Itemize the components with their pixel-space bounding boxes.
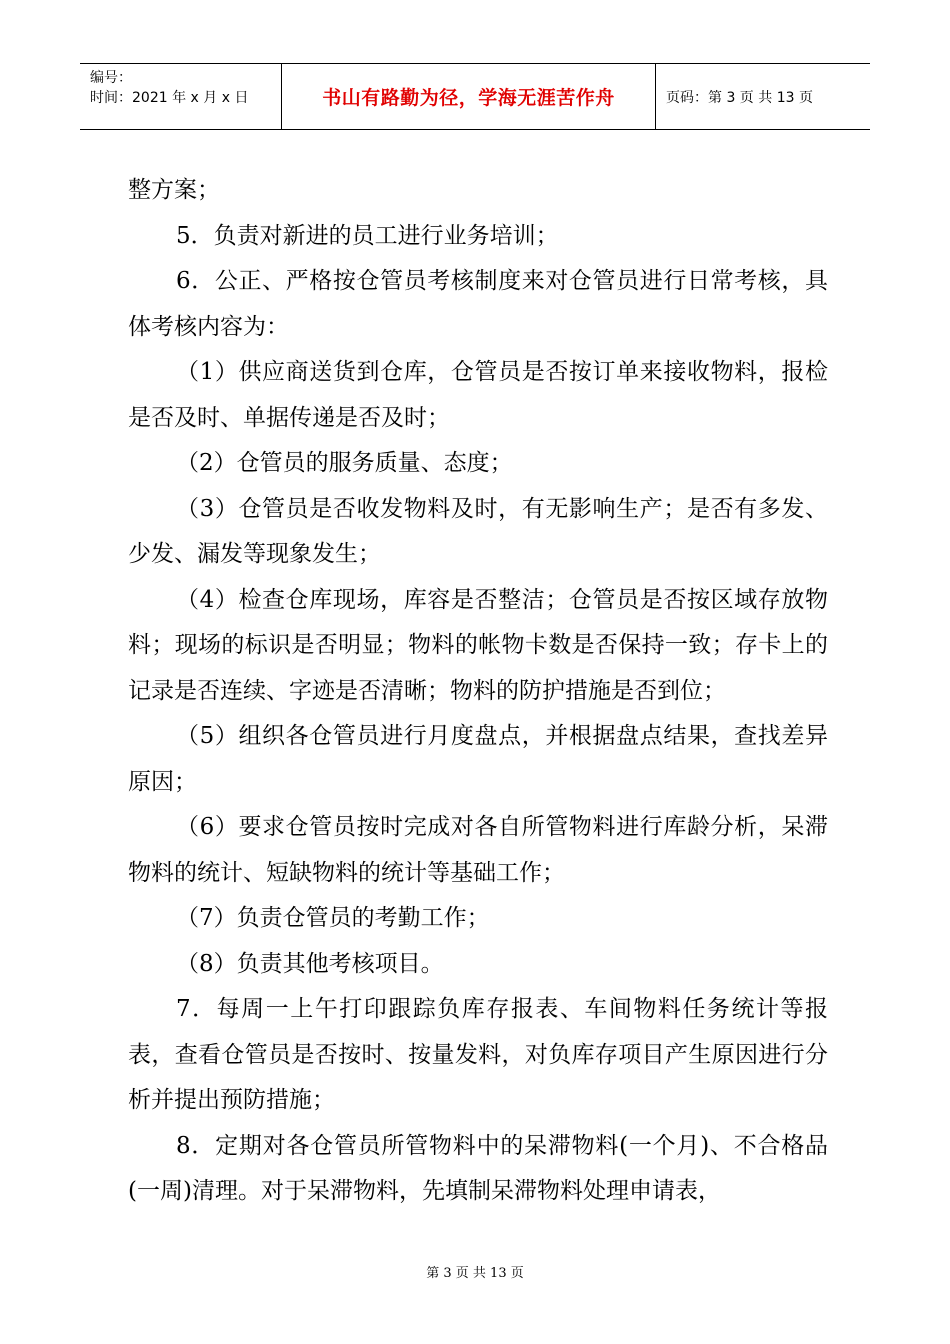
- header-slogan: 书山有路勤为径，学海无涯苦作舟: [322, 87, 615, 109]
- paragraph: （7）负责仓管员的考勤工作；: [176, 905, 490, 931]
- paragraph: （6）要求仓管员按时完成对各自所管物料进行库龄分析，呆滞物料的统计、短缺物料的统计等基础工作；: [128, 814, 828, 886]
- paragraph: （1）供应商送货到仓库，仓管员是否按订单来接收物料，报检是否及时、单据传递是否及时；: [128, 359, 828, 431]
- paragraph: （2）仓管员的服务质量、态度；: [176, 450, 513, 476]
- paragraph: 8．定期对各仓管员所管物料中的呆滞物料(一个月)、不合格品(一周)清理。对于呆滞物料，先填制呆滞物料处理申请表，: [128, 1132, 828, 1204]
- header-meta: [80, 64, 282, 129]
- paragraph: 整方案；: [128, 177, 220, 203]
- paragraph: （5）组织各仓管员进行月度盘点，并根据盘点结果，查找差异原因；: [128, 723, 828, 795]
- document-number-label: 编号：: [90, 70, 132, 86]
- paragraph: （3）仓管员是否收发物料及时，有无影响生产；是否有多发、少发、漏发等现象发生；: [128, 495, 828, 567]
- paragraph: 7．每周一上午打印跟踪负库存报表、车间物料任务统计等报表，查看仓管员是否按时、按量发料，对负库存项目产生原因进行分析并提出预防措施；: [128, 996, 828, 1113]
- page-header: [80, 63, 870, 130]
- footer-page-number: 第 3 页 共 13 页: [426, 1266, 524, 1281]
- paragraph: （4）检查仓库现场，库容是否整洁；仓管员是否按区域存放物料；现场的标识是否明显；物料的帐物卡数是否保持一致；存卡上的记录是否连续、字迹是否清晰；物料的防护措施是否到位；: [128, 586, 828, 704]
- paragraph: 5．负责对新进的员工进行业务培训；: [176, 222, 559, 249]
- header-slogan-cell: [282, 64, 656, 129]
- paragraph: （8）负责其他考核项目。: [176, 950, 444, 977]
- header-page-info: 页码：第 3 页 共 13 页: [666, 89, 813, 106]
- document-date: 时间：2021 年 x 月 x 日: [90, 90, 249, 106]
- paragraph: 6．公正、严格按仓管员考核制度来对仓管员进行日常考核，具体考核内容为：: [128, 268, 828, 340]
- document-body: [128, 168, 828, 1215]
- page-footer: [0, 1262, 950, 1281]
- header-page-info-cell: [656, 64, 870, 129]
